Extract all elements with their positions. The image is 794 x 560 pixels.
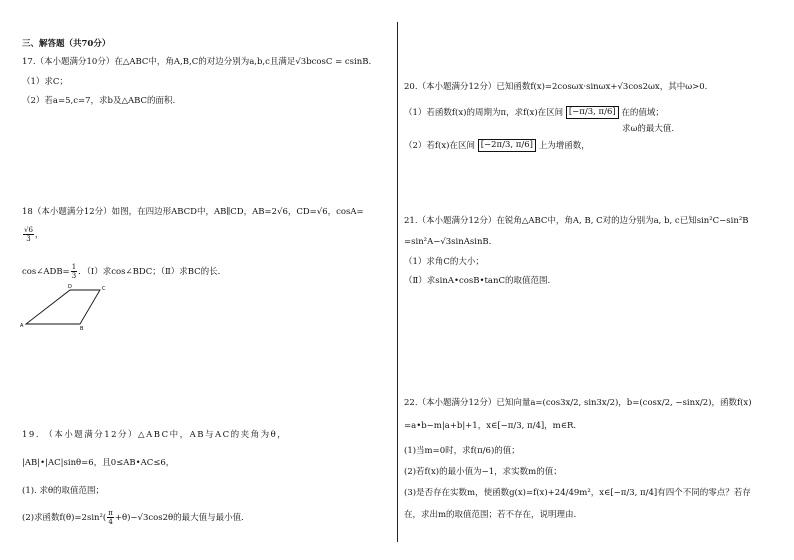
q18-line1: 18（本小题满分12分）如图，在四边形ABCD中，AB∥CD，AB=2√6，CD=√6，cosA=	[22, 207, 364, 217]
q22-line2: =a•b−m|a+b|+1，x∈[−π/3, π/4]，m∈R.	[404, 421, 577, 431]
q20-line2: （1）若函数f(x)的周期为π，求f(x)在区间 [−π/3, π/6] 在的值域；	[404, 107, 664, 118]
q17-line2: （1）求C；	[22, 77, 68, 87]
q22-line5: (3)是否存在实数m，使函数g(x)=f(x)+24/49m²，x∈[−π/3, π/4]有四个不同的零点？若存	[404, 488, 751, 498]
column-divider	[397, 22, 398, 542]
q21-line2: =sin²A−√3sinAsinB.	[404, 237, 492, 247]
q21-line3: （1）求角C的大小；	[404, 257, 484, 267]
q19-line3: (1). 求θ的取值范围；	[22, 486, 105, 496]
quadrilateral-figure	[18, 282, 110, 332]
q18-frac-cosADB: $\frac{1}{3}$	[71, 263, 77, 280]
label-A: A	[20, 323, 24, 329]
q17-line1: 17.（本小题满分10分）在△ABC中，角A,B,C的对边分别为a,b,c且满足√3bcosC = csinB.	[22, 57, 372, 67]
q20-interval1: [−π/3, π/6]	[566, 106, 619, 119]
q19-frac: $\frac{\pi}{4}$	[108, 509, 113, 526]
q19-line4: (2)求函数f(θ)=2sin²( $\frac{\pi}{4}$ +θ)−√3cos2θ的最大值与最小值．	[22, 509, 250, 526]
q17-line3: （2）若a=5,c=7，求b及△ABC的面积.	[22, 96, 176, 106]
q19-line2: |AB|•|AC|sinθ=6，且0≤AB•AC≤6，	[22, 458, 175, 468]
q20-line3: （2）若f(x)在区间 [−2π/3, π/6] 上为增函数，	[404, 140, 590, 151]
label-D: D	[68, 284, 72, 290]
q22-line1: 22.（本小题满分12分）已知向量a=(cos3x/2, sin3x/2)，b=(cosx/2, −sinx/2)，函数f(x)	[404, 398, 752, 408]
label-B: B	[80, 326, 84, 332]
quadrilateral-abcd	[26, 290, 100, 324]
q18-line3: cos∠ADB= $\frac{1}{3}$ ．（Ⅰ）求cos∠BDC；（Ⅱ）求BC的长．	[22, 263, 227, 280]
q19-line1: 19. （本小题满分12分）△ABC中，AB与AC的夹角为θ，	[22, 430, 288, 440]
section-title: 三、解答题（共70分）	[22, 39, 111, 49]
q20-interval2: [−2π/3, π/6]	[478, 139, 536, 152]
q21-line1: 21.（本小题满分12分）在锐角△ABC中，角A, B, C对的边分别为a, b, c已知sin²C−sin²B	[404, 216, 749, 226]
q22-line4: (2)若f(x)的最小值为−1，求实数m的值；	[404, 467, 562, 477]
q20-line2c: 求ω的最大值.	[622, 124, 675, 134]
q22-line6: 在，求出m的取值范围；若不存在，说明理由.	[404, 510, 577, 520]
q22-line3: (1)当m=0时，求f(π/6)的值；	[404, 446, 520, 456]
q20-line1: 20.（本小题满分12分）已知函数f(x)=2cosωx·sinωx+√3cos2ωx，其中ω>0.	[404, 82, 708, 92]
label-C: C	[102, 286, 106, 292]
q18-line2: $\frac{√6}{3}$ ，	[24, 226, 44, 243]
q21-line4: （Ⅱ）求sinA•cosB•tanC的取值范围.	[404, 276, 551, 286]
q18-frac-cosA: $\frac{√6}{3}$	[24, 226, 33, 243]
